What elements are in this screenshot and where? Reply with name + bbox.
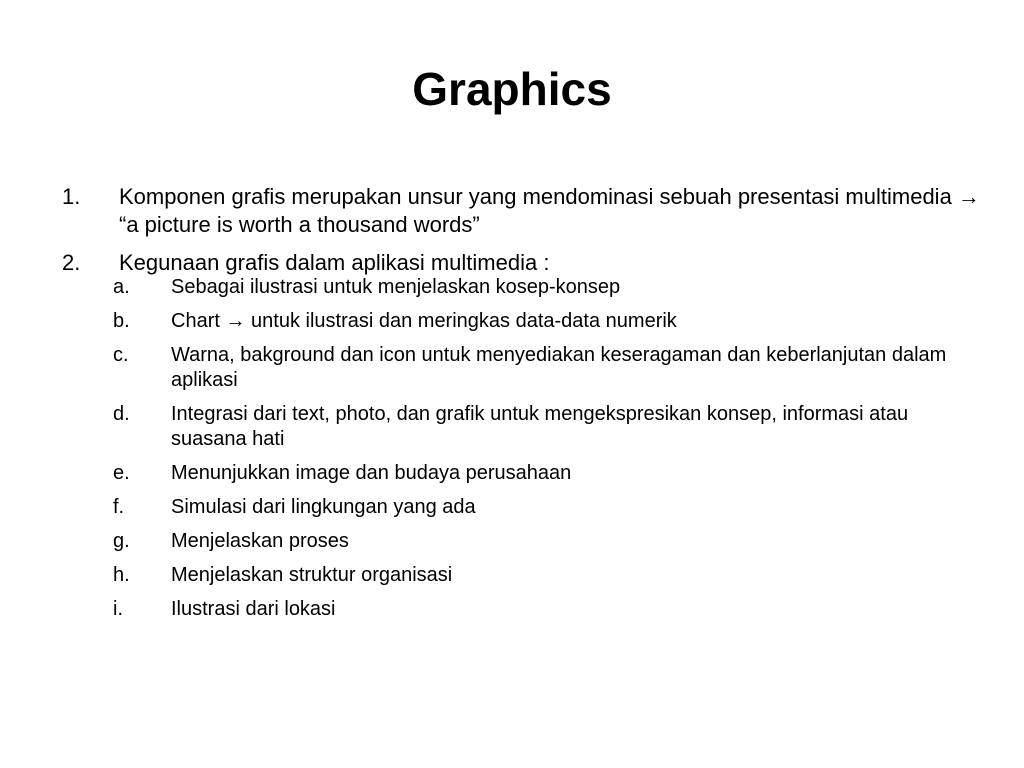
sub-marker: i. — [113, 598, 123, 620]
sub-item-g — [113, 529, 982, 554]
list-item-text: Kegunaan grafis dalam aplikasi multimedia : — [119, 250, 550, 275]
sub-marker: c. — [113, 344, 129, 366]
sub-item-text: Menjelaskan struktur organisasi — [171, 564, 453, 586]
list-item-2 — [62, 249, 982, 277]
sub-marker: g. — [113, 530, 130, 552]
sub-item-text: Chart → untuk ilustrasi dan meringkas data-data numerik — [171, 310, 677, 332]
slide-title: Graphics — [412, 63, 612, 115]
sub-item-text: Ilustrasi dari lokasi — [171, 598, 336, 620]
slide-content — [62, 183, 982, 631]
sub-item-e — [113, 461, 982, 486]
sub-item-text: Warna, bakground dan icon untuk menyediakan keseragaman dan keberlanjutan dalam aplikasi — [171, 344, 947, 391]
sub-list — [113, 275, 982, 622]
list-marker: 1. — [62, 184, 81, 209]
sub-item-h — [113, 563, 982, 588]
sub-marker: h. — [113, 564, 130, 586]
sub-item-text: Simulasi dari lingkungan yang ada — [171, 496, 476, 518]
sub-marker: e. — [113, 462, 130, 484]
sub-item-a — [113, 275, 982, 300]
sub-item-f — [113, 495, 982, 520]
sub-item-text: Sebagai ilustrasi untuk menjelaskan kosep-konsep — [171, 276, 621, 298]
sub-item-i — [113, 597, 982, 622]
sub-item-text: Integrasi dari text, photo, dan grafik untuk mengekspresikan konsep, informasi atau suasana hati — [171, 403, 909, 450]
sub-marker: d. — [113, 403, 130, 425]
list-item-text: Komponen grafis merupakan unsur yang mendominasi sebuah presentasi multimedia → “a picture is worth a thousand words” — [119, 184, 980, 237]
sub-item-d — [113, 402, 982, 452]
sub-item-text: Menjelaskan proses — [171, 530, 349, 552]
sub-marker: b. — [113, 310, 130, 332]
sub-item-b — [113, 309, 982, 334]
sub-item-c — [113, 343, 982, 393]
sub-marker: f. — [113, 496, 125, 518]
sub-marker: a. — [113, 276, 130, 298]
list-item-1 — [62, 183, 982, 239]
sub-item-text: Menunjukkan image dan budaya perusahaan — [171, 462, 572, 484]
list-marker: 2. — [62, 250, 81, 275]
